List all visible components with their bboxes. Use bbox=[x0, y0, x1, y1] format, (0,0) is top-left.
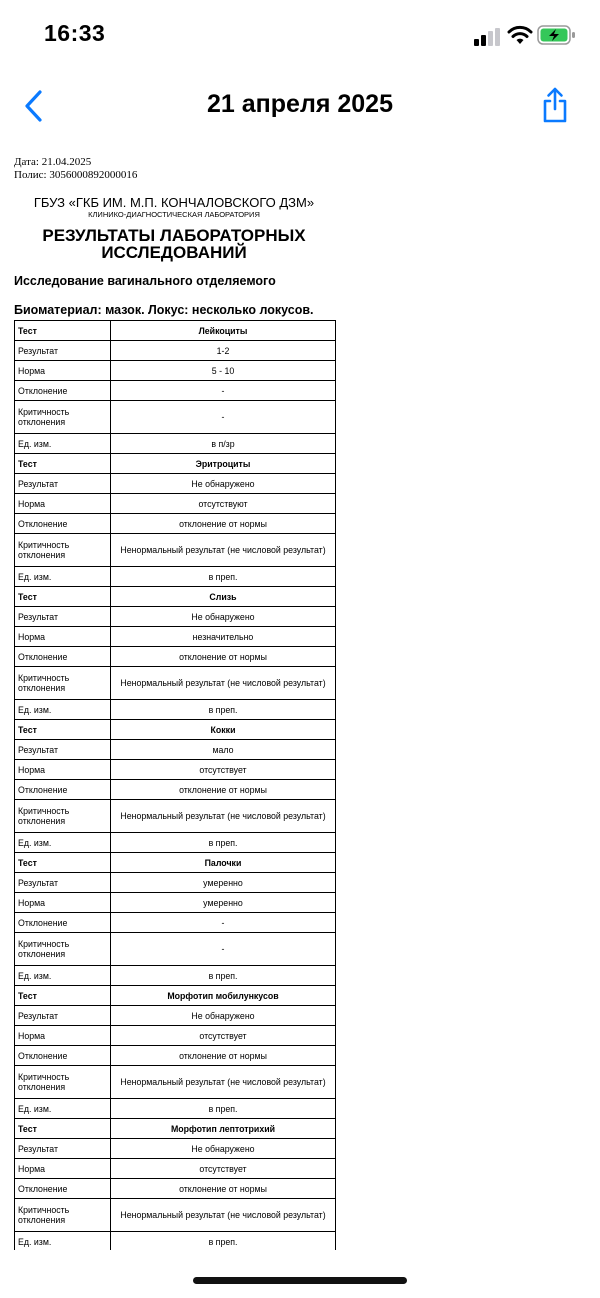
row-value: в преп. bbox=[111, 700, 336, 720]
row-label: Отклонение bbox=[15, 913, 111, 933]
norm-row bbox=[15, 361, 336, 381]
unit-row bbox=[15, 833, 336, 853]
row-value: отклонение от нормы bbox=[111, 514, 336, 534]
results-table bbox=[14, 320, 336, 1250]
norm-row bbox=[15, 627, 336, 647]
report-policy: Полис: 3056000892000016 bbox=[14, 169, 138, 181]
report-date: Дата: 21.04.2025 bbox=[14, 156, 92, 168]
unit-row bbox=[15, 1099, 336, 1119]
page-title: 21 апреля 2025 bbox=[207, 90, 393, 118]
report-title-line-1: РЕЗУЛЬТАТЫ ЛАБОРАТОРНЫХ bbox=[42, 226, 306, 245]
row-label: Отклонение bbox=[15, 1046, 111, 1066]
row-label: Ед. изм. bbox=[15, 700, 111, 720]
test-row bbox=[15, 1119, 336, 1139]
navigation-bar bbox=[0, 80, 600, 132]
deviation-row bbox=[15, 1179, 336, 1199]
row-value: - bbox=[111, 381, 336, 401]
row-label: Результат bbox=[15, 474, 111, 494]
back-chevron-icon[interactable] bbox=[20, 88, 50, 124]
study-name: Исследование вагинального отделяемого bbox=[14, 274, 276, 288]
test-name: Кокки bbox=[111, 720, 336, 740]
row-label: Норма bbox=[15, 1026, 111, 1046]
row-label: Норма bbox=[15, 1159, 111, 1179]
row-label: Критичность отклонения bbox=[15, 667, 111, 700]
report-title-line-2: ИССЛЕДОВАНИЙ bbox=[101, 243, 247, 262]
row-label: Норма bbox=[15, 893, 111, 913]
row-label: Результат bbox=[15, 1006, 111, 1026]
criticality-row bbox=[15, 933, 336, 966]
row-label: Отклонение bbox=[15, 780, 111, 800]
row-label: Результат bbox=[15, 607, 111, 627]
test-row bbox=[15, 454, 336, 474]
home-indicator[interactable] bbox=[193, 1277, 407, 1284]
unit-row bbox=[15, 1232, 336, 1251]
test-name: Морфотип лептотрихий bbox=[111, 1119, 336, 1139]
criticality-row bbox=[15, 1066, 336, 1099]
test-name: Эритроциты bbox=[111, 454, 336, 474]
deviation-row bbox=[15, 1046, 336, 1066]
row-label: Результат bbox=[15, 341, 111, 361]
row-value: Ненормальный результат (не числовой результат) bbox=[111, 667, 336, 700]
row-label: Тест bbox=[15, 454, 111, 474]
row-value: Не обнаружено bbox=[111, 1139, 336, 1159]
row-value: - bbox=[111, 401, 336, 434]
row-value: мало bbox=[111, 740, 336, 760]
lab-report-document[interactable] bbox=[14, 156, 354, 1250]
norm-row bbox=[15, 760, 336, 780]
criticality-row bbox=[15, 1199, 336, 1232]
row-label: Тест bbox=[15, 853, 111, 873]
row-value: в преп. bbox=[111, 567, 336, 587]
row-label: Результат bbox=[15, 740, 111, 760]
row-value: Ненормальный результат (не числовой результат) bbox=[111, 1066, 336, 1099]
share-icon[interactable] bbox=[540, 86, 570, 124]
deviation-row bbox=[15, 780, 336, 800]
deviation-row bbox=[15, 913, 336, 933]
test-row bbox=[15, 321, 336, 341]
row-label: Критичность отклонения bbox=[15, 1066, 111, 1099]
row-label: Критичность отклонения bbox=[15, 534, 111, 567]
row-value: в преп. bbox=[111, 1099, 336, 1119]
row-label: Отклонение bbox=[15, 514, 111, 534]
result-row bbox=[15, 607, 336, 627]
row-label: Ед. изм. bbox=[15, 833, 111, 853]
row-label: Критичность отклонения bbox=[15, 1199, 111, 1232]
row-value: в преп. bbox=[111, 966, 336, 986]
row-value: Ненормальный результат (не числовой результат) bbox=[111, 800, 336, 833]
row-value: отсутствует bbox=[111, 760, 336, 780]
row-label: Норма bbox=[15, 361, 111, 381]
row-value: Не обнаружено bbox=[111, 474, 336, 494]
wifi-icon bbox=[507, 24, 533, 46]
criticality-row bbox=[15, 667, 336, 700]
row-value: - bbox=[111, 933, 336, 966]
norm-row bbox=[15, 1026, 336, 1046]
norm-row bbox=[15, 494, 336, 514]
test-row bbox=[15, 853, 336, 873]
row-value: Ненормальный результат (не числовой результат) bbox=[111, 534, 336, 567]
row-value: отсутствуют bbox=[111, 494, 336, 514]
row-value: умеренно bbox=[111, 893, 336, 913]
battery-charging-icon bbox=[537, 24, 577, 46]
row-value: незначительно bbox=[111, 627, 336, 647]
row-label: Норма bbox=[15, 494, 111, 514]
row-label: Тест bbox=[15, 720, 111, 740]
row-label: Отклонение bbox=[15, 381, 111, 401]
test-row bbox=[15, 720, 336, 740]
unit-row bbox=[15, 700, 336, 720]
norm-row bbox=[15, 893, 336, 913]
row-label: Критичность отклонения bbox=[15, 933, 111, 966]
row-value: Не обнаружено bbox=[111, 607, 336, 627]
criticality-row bbox=[15, 401, 336, 434]
deviation-row bbox=[15, 647, 336, 667]
row-label: Результат bbox=[15, 873, 111, 893]
row-label: Ед. изм. bbox=[15, 434, 111, 454]
row-label: Ед. изм. bbox=[15, 966, 111, 986]
unit-row bbox=[15, 434, 336, 454]
test-name: Лейкоциты bbox=[111, 321, 336, 341]
row-value: отклонение от нормы bbox=[111, 1046, 336, 1066]
deviation-row bbox=[15, 514, 336, 534]
row-label: Тест bbox=[15, 1119, 111, 1139]
row-label: Отклонение bbox=[15, 647, 111, 667]
test-name: Палочки bbox=[111, 853, 336, 873]
row-value: 1-2 bbox=[111, 341, 336, 361]
row-label: Ед. изм. bbox=[15, 1099, 111, 1119]
row-label: Тест bbox=[15, 321, 111, 341]
result-row bbox=[15, 1139, 336, 1159]
result-row bbox=[15, 873, 336, 893]
row-label: Тест bbox=[15, 587, 111, 607]
status-time: 16:33 bbox=[44, 20, 106, 46]
row-label: Норма bbox=[15, 627, 111, 647]
row-value: Не обнаружено bbox=[111, 1006, 336, 1026]
row-value: в преп. bbox=[111, 833, 336, 853]
criticality-row bbox=[15, 800, 336, 833]
row-value: - bbox=[111, 913, 336, 933]
row-value: отклонение от нормы bbox=[111, 647, 336, 667]
biomaterial-line: Биоматериал: мазок. Локус: несколько локусов. bbox=[14, 303, 314, 317]
row-label: Результат bbox=[15, 1139, 111, 1159]
row-label: Отклонение bbox=[15, 1179, 111, 1199]
row-label: Ед. изм. bbox=[15, 567, 111, 587]
norm-row bbox=[15, 1159, 336, 1179]
row-value: умеренно bbox=[111, 873, 336, 893]
row-value: отсутствует bbox=[111, 1159, 336, 1179]
row-label: Критичность отклонения bbox=[15, 800, 111, 833]
test-row bbox=[15, 587, 336, 607]
row-value: отклонение от нормы bbox=[111, 780, 336, 800]
row-value: Ненормальный результат (не числовой результат) bbox=[111, 1199, 336, 1232]
row-label: Тест bbox=[15, 986, 111, 1006]
row-value: в преп. bbox=[111, 1232, 336, 1251]
test-name: Слизь bbox=[111, 587, 336, 607]
organization-name: ГБУЗ «ГКБ ИМ. М.П. КОНЧАЛОВСКОГО ДЗМ» bbox=[33, 195, 315, 210]
test-name: Морфотип мобилункусов bbox=[111, 986, 336, 1006]
row-label: Ед. изм. bbox=[15, 1232, 111, 1251]
unit-row bbox=[15, 567, 336, 587]
test-row bbox=[15, 986, 336, 1006]
row-value: в п/зр bbox=[111, 434, 336, 454]
row-label: Норма bbox=[15, 760, 111, 780]
row-value: отсутствует bbox=[111, 1026, 336, 1046]
results-table-body bbox=[15, 321, 336, 1251]
report-title bbox=[14, 227, 334, 261]
row-label: Критичность отклонения bbox=[15, 401, 111, 434]
organization-subtitle: КЛИНИКО-ДИАГНОСТИЧЕСКАЯ ЛАБОРАТОРИЯ bbox=[88, 210, 260, 219]
deviation-row bbox=[15, 381, 336, 401]
unit-row bbox=[15, 966, 336, 986]
result-row bbox=[15, 740, 336, 760]
result-row bbox=[15, 1006, 336, 1026]
result-row bbox=[15, 474, 336, 494]
row-value: отклонение от нормы bbox=[111, 1179, 336, 1199]
status-bar bbox=[0, 0, 600, 70]
row-value: 5 - 10 bbox=[111, 361, 336, 381]
criticality-row bbox=[15, 534, 336, 567]
cellular-signal-icon bbox=[474, 28, 504, 46]
result-row bbox=[15, 341, 336, 361]
